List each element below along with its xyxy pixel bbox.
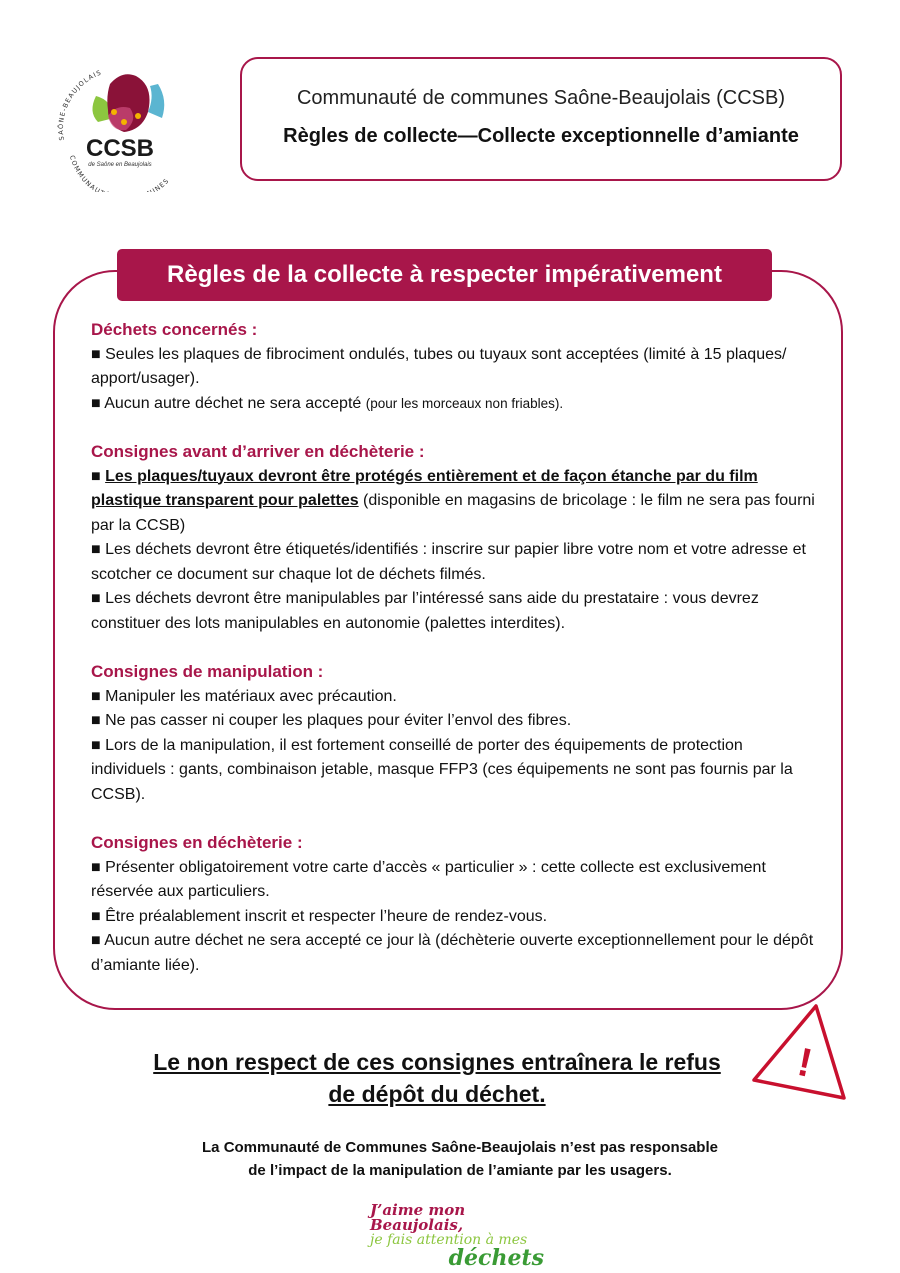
list-item: ■ Seules les plaques de fibrociment ondulés, tubes ou tuyaux sont acceptées (limité à 15 plaques/ apport/usager). (91, 345, 787, 387)
list-item: ■ Les plaques/tuyaux devront être protégés entièrement et de façon étanche par du film plastique transparent pour palettes (disponible en magasins de bricolage : le film ne sera pas fourni par la CCSB) (91, 467, 815, 534)
list-item: ■ Être préalablement inscrit et respecter l’heure de rendez-vous. (91, 907, 548, 925)
bullet-icon: ■ (91, 467, 101, 485)
logo-dot (111, 109, 117, 115)
bullet-icon: ■ (91, 345, 101, 363)
section-en-decheterie (91, 831, 821, 978)
emphasis-text: Les plaques/tuyaux devront être protégés entièrement et de façon étanche par du film plastique transparent pour palettes (91, 467, 758, 509)
header-title: Règles de collecte—Collecte exceptionnelle d’amiante (283, 125, 799, 147)
bullet-icon: ■ (91, 858, 101, 876)
list-item: ■ Ne pas casser ni couper les plaques pour éviter l’envol des fibres. (91, 712, 572, 729)
rules-banner: Règles de la collecte à respecter impérativement (117, 249, 772, 301)
section-title: Consignes avant d’arriver en déchèterie : (91, 442, 425, 461)
bullet-icon: ■ (91, 907, 101, 925)
section-manipulation (91, 660, 821, 807)
section-dechets (91, 318, 821, 416)
list-item: ■ Les déchets devront être manipulables par l’intéressé sans aide du prestataire : vous devrez constituer des lots manipulables en autonomie (palettes interdites). (91, 590, 759, 632)
slogan-line3: déchets (448, 1245, 544, 1271)
slogan-line2: je fais attention à mes (370, 1232, 528, 1248)
list-item: ■ Lors de la manipulation, il est fortement conseillé de porter des équipements de protection individuels : gants, combinaison jetable, masque FFP3 (ces équipements ne sont pas fournis par la CCSB). (91, 736, 793, 803)
logo-ring-bottom: COMMUNAU UNES (67, 154, 171, 192)
slogan-line1: J’aime mon Beaujolais, (370, 1201, 466, 1234)
bullet-icon: ■ (91, 541, 101, 558)
bullet-icon: ■ (91, 736, 101, 754)
logo-ring-top: SAÔNE-BEAUJOLAIS (56, 68, 104, 141)
note-text: (pour les morceaux non friables). (365, 395, 564, 411)
rules-content (91, 318, 821, 1002)
disclaimer: La Communauté de Communes Saône-Beaujolais n’est pas responsable de l’impact de la manipulation de l’amiante par les usagers. (202, 1139, 718, 1179)
list-item: ■ Présenter obligatoirement votre carte d’accès « particulier » : cette collecte est exclusivement réservée aux particuliers. (91, 858, 766, 900)
bullet-icon: ■ (91, 590, 101, 607)
logo-blue-leaf (148, 84, 164, 118)
warning-triangle-icon (750, 1002, 848, 1102)
section-avant-decheterie (91, 440, 821, 636)
svg-text:!: ! (793, 1040, 816, 1086)
slogan-logo (370, 1203, 550, 1269)
list-item: ■ Les déchets devront être étiquetés/identifiés : inscrire sur papier libre votre nom et votre adresse et scotcher ce document sur chaque lot de déchets filmés. (91, 541, 806, 583)
logo-tagline: de Saône en Beaujolais (88, 162, 152, 168)
header-box (240, 57, 842, 181)
bullet-icon: ■ (91, 394, 101, 412)
list-item: ■ Manipuler les matériaux avec précaution. (91, 687, 397, 705)
bullet-icon: ■ (91, 932, 101, 949)
warning-message: Le non respect de ces consignes entraînera le refus de dépôt du déchet. (153, 1049, 721, 1107)
logo-ccsb-text: CCSB (85, 135, 155, 162)
ccsb-logo (50, 60, 192, 192)
header-organization: Communauté de communes Saône-Beaujolais (CCSB) (296, 87, 785, 109)
section-title: Consignes de manipulation : (91, 662, 324, 681)
bullet-icon: ■ (91, 687, 101, 705)
bullet-icon: ■ (91, 712, 101, 729)
list-item: ■ Aucun autre déchet ne sera accepté (pour les morceaux non friables). (91, 394, 564, 412)
section-title: Déchets concernés : (91, 320, 258, 339)
section-title: Consignes en déchèterie : (91, 833, 303, 852)
list-item: ■ Aucun autre déchet ne sera accepté ce jour là (déchèterie ouverte exceptionnellement pour le dépôt d’amiante liée). (91, 932, 814, 974)
